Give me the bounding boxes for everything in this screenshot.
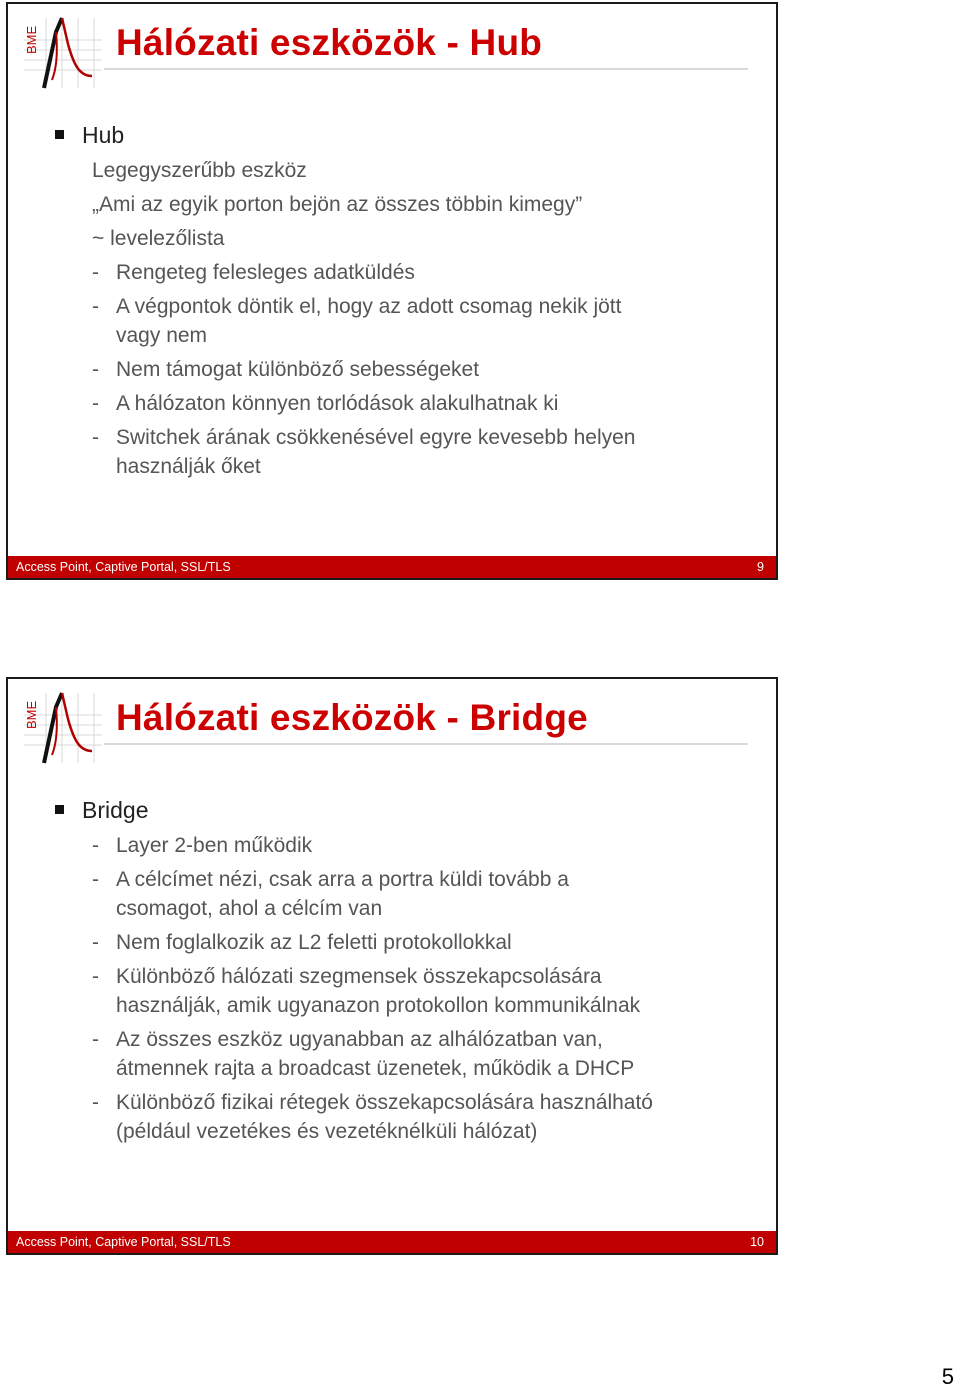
dash-marker: -	[92, 358, 99, 381]
list-item: Switchek árának csökkenésével egyre kevesebb helyen	[116, 426, 636, 449]
list-item-continuation: használják, amik ugyanazon protokollon kommunikálnak	[116, 994, 641, 1017]
list-item-continuation: csomagot, ahol a célcím van	[116, 897, 383, 920]
dash-marker: -	[92, 868, 99, 891]
list-item: Különböző fizikai rétegek összekapcsolására használható	[116, 1091, 653, 1114]
dash-marker: -	[92, 1028, 99, 1051]
dash-marker: -	[92, 426, 99, 449]
svg-text:BME: BME	[24, 700, 39, 729]
list-item: Rengeteg felesleges adatküldés	[116, 261, 415, 284]
list-item-continuation: használják őket	[116, 455, 261, 478]
svg-text:BME: BME	[24, 25, 39, 54]
list-item: Az összes eszköz ugyanabban az alhálózatban van,	[116, 1028, 603, 1051]
list-item: A végpontok döntik el, hogy az adott csomag nekik jött	[116, 295, 622, 318]
dash-marker: -	[92, 834, 99, 857]
dash-marker: -	[92, 965, 99, 988]
page-number: 5	[941, 1364, 954, 1389]
slide-bridge	[6, 677, 778, 1255]
list-item: Különböző hálózati szegmensek összekapcsolására	[116, 965, 602, 988]
list-item: Legegyszerűbb eszköz	[92, 159, 307, 182]
dash-marker: -	[92, 1091, 99, 1114]
footer-text: Access Point, Captive Portal, SSL/TLS	[16, 1235, 231, 1249]
list-item: Nem foglalkozik az L2 feletti protokollokkal	[116, 931, 512, 954]
footer-text: Access Point, Captive Portal, SSL/TLS	[16, 560, 231, 574]
dash-marker: -	[92, 392, 99, 415]
slide-hub	[6, 2, 778, 580]
title-divider	[104, 743, 748, 745]
bullet-heading: Bridge	[82, 797, 149, 823]
dash-marker: -	[92, 295, 99, 318]
bme-logo	[22, 14, 106, 90]
title-divider	[104, 68, 748, 70]
slide-footer	[8, 1231, 776, 1253]
bme-logo	[22, 689, 106, 765]
slide-number: 9	[757, 560, 764, 574]
slide-title: Hálózati eszközök - Hub	[116, 22, 543, 63]
list-item: „Ami az egyik porton bejön az összes többin kimegy”	[92, 193, 583, 216]
square-bullet-icon	[55, 130, 64, 139]
dash-marker: -	[92, 931, 99, 954]
list-item-continuation: vagy nem	[116, 324, 208, 347]
bullet-heading: Hub	[82, 122, 125, 148]
dash-marker: -	[92, 261, 99, 284]
list-item: A célcímet nézi, csak arra a portra küldi tovább a	[116, 868, 569, 891]
slide-number: 10	[750, 1235, 764, 1249]
list-item: A hálózaton könnyen torlódások alakulhatnak ki	[116, 392, 559, 415]
list-item: Layer 2-ben működik	[116, 834, 313, 857]
slide-footer	[8, 556, 776, 578]
list-item-continuation: (például vezetékes és vezetéknélküli hálózat)	[116, 1120, 538, 1143]
slide-title: Hálózati eszközök - Bridge	[116, 697, 588, 738]
list-item-continuation: átmennek rajta a broadcast üzenetek, működik a DHCP	[116, 1057, 635, 1080]
square-bullet-icon	[55, 805, 64, 814]
list-item: Nem támogat különböző sebességeket	[116, 358, 480, 381]
list-item: ~ levelezőlista	[92, 227, 225, 250]
